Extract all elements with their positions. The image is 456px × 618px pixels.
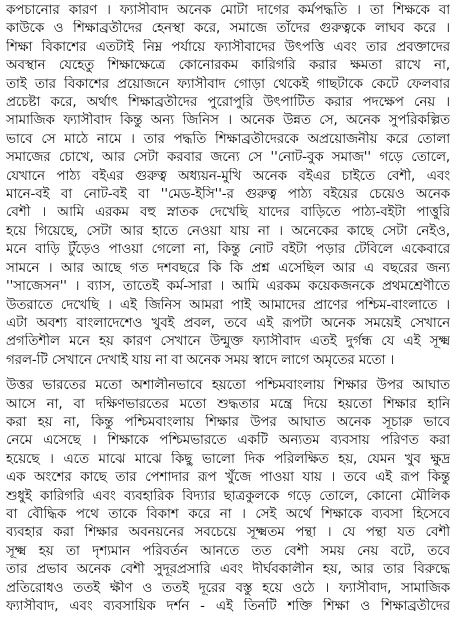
- text-line: হয়ে গিয়েছে, সেটা আর হাতে নেওয়া যায় না । অনেকের কাছে সেটা নেইও,: [6, 223, 450, 239]
- text-line: যেখানে পাঠ্য বইএর গুরুত্ব অধ্যয়ন-মুখি অনেক বইএর চাইতে বেশী, এবং: [6, 168, 450, 184]
- text-line: গরল-টি সেখানে দেখাই যায় না বা অনেক সময় স্বাদে লাগে অমৃতের মতো ।: [6, 352, 395, 368]
- text-line: তার প্রভাব অনেক বেশী সুদূরপ্রসারি এবং দীর্ঘবকালীন হয়, আর তার বিরুদ্ধে: [6, 562, 450, 578]
- text-line: সামাজিক ফ্যাসীবাদ কিন্তু অন্য জিনিস । অনেক উন্নত সে, অনেক সুপরিকল্পিত: [6, 113, 450, 129]
- text-line: এটা অবশ্য বাংলাদেশেও খুবই প্রবল, তবে এই রূপটা অনেক সময়েই সেখানে: [6, 315, 450, 331]
- text-line: হয়েছে । এতে মাঝে মাঝে কিছু ভালো দিক পরিলক্ষিত হয়, যেমন খুব ক্ষুদ্র: [6, 451, 450, 467]
- text-line: প্রতিরোধও ততই ক্ষীণ ও ততই দূরের বস্তু হয়ে ওঠে । ফ্যাসীবাদ, সামাজিক: [6, 580, 450, 596]
- text-line: ভাবে সে মাঠে নামে । তার পদ্ধতি শিক্ষাব্রতীদেরকে অপ্রয়োজনীয় করে তোলা: [6, 131, 450, 147]
- text-line: মনে বাড়ি টুঁড়েও পাওয়া গেলো না, কিন্তু নোট বইটা পড়ার টেবিলে একেবারে: [6, 242, 450, 258]
- text-line: শুধুই কারিগরি এবং ব্যবহারিক বিদ্যার ছাত্রকুলকে গড়ে তোলে, কোনো মৌলিক: [6, 488, 450, 504]
- text-line: বা বৌদ্ধিক পথে তাকে বিকাশ করে না । সেই অর্থে শিক্ষাকে ব্যবসা হিসেবে: [6, 506, 450, 522]
- text-line: মানে-বই বা নোট-বই বা ''মেড-ইসি''-র গুরুত্ব পাঠ্য বইয়ের চেয়েও অনেক: [6, 187, 450, 203]
- paragraph: [6, 2, 450, 370]
- text-line: সূক্ষ্ম হয় তা দৃশ্যমান পরিবর্তন আনতে তত বেশী সময় নেয় বটে, তবে: [6, 543, 450, 559]
- text-line: ফ্যাসীবাদ, এবং ব্যবসায়িক দর্শন - এই তিনটি শক্তি শিক্ষা ও শিক্ষাব্রতীদের: [6, 599, 450, 614]
- text-line: উত্তর ভারতের মতো অশালীনভাবে হয়তো পশ্চিমবাংলায় শিক্ষার উপর আঘাত: [6, 378, 450, 394]
- text-line: বেশী । আমি এরকম বহু স্নাতক দেখেছি যাদের বাড়িতে পাঠ্য-বইটা পাত্তুরি: [6, 205, 450, 221]
- text-line: আসে না, বা দক্ষিণভারতের মতো শুদ্ধতার মন্ত্রে দিয়ে হয়তো শিক্ষার হানি: [6, 396, 450, 412]
- text-line: সামনে । আর আছে গত দশবছরে কি কি প্রশ্ন এসেছিল আর এ বছরের জন্য: [6, 260, 450, 276]
- text-line: উতরাতে দেখেছি । এই জিনিস আমরা পাই আমাদের প্রাণের পশ্চিম-বাংলাতে ।: [6, 297, 450, 313]
- text-line: করা হয় না, কিন্তু পশ্চিমবাংলায় শিক্ষার উপর আঘাত অনেক সূচারু ভাবে: [6, 414, 450, 430]
- paragraph: [6, 377, 450, 616]
- text-line: ''সাজেসন'' । ব্যাস, তাতেই কর্ম-সারা । আমি এরকম কয়েকজনকে প্রথমশ্রেণীতে: [6, 279, 450, 295]
- text-line: প্রচেষ্টা করে, অর্থাৎ শিক্ষাব্রতীদের পুরোপুরি উৎপাটিত করার পদক্ষেপ নেয় ।: [6, 95, 450, 111]
- text-line: নেমে এসেছে । শিক্ষাকে পশ্চিমভারতে একটি অন্যতম ব্যবসায় পরিণত করা: [6, 433, 450, 449]
- text-line: ব্যবহার করা শিক্ষার অবনয়নের সবচেয়ে সূক্ষ্মতম পন্থা । যে পন্থা যত বেশী: [6, 525, 450, 541]
- text-line: তাই তার বিকাশের প্রয়োজনে ফ্যাসীবাদ গোড়া থেকেই গাছটাকে কেটে ফেলবার: [6, 76, 450, 92]
- text-line: কপচানোর কারণ । ফ্যাসীবাদ অনেক মোটা দাগের কর্মপদ্ধতি । তা শিক্ষকে বা: [6, 3, 450, 18]
- text-line: অবস্থান যেহেতু শিক্ষাক্ষেত্রে কোনোরকম কারিগরি করার ক্ষমতা রাখে না,: [6, 58, 450, 74]
- text-line: কাউকে ও শিক্ষাব্রতীদের হেনস্থা করে, সমাজে তাঁদের গুরুত্বকে লাঘব করে ।: [6, 21, 450, 37]
- text-line: প্রগতিশীল মনে হয় কারণ সেখানে উন্মুক্ত ফ্যাসীবাদ এতই দুর্গন্ধ যে এই সূক্ষ্ম: [6, 334, 450, 350]
- text-line: এক অংশের কাছে তার পেশাদার রূপ খুঁজে পাওয়া যায় । তবে এই রূপ কিন্তু: [6, 470, 450, 486]
- text-line: সমাজের চোখে, আর সেটা করবার জন্যে সে ''নোট-বুক সমাজ'' গড়ে তোলে,: [6, 150, 450, 166]
- text-line: শিক্ষা বিকাশের এতটাই নিম্ন পর্যায়ে ফ্যাসীবাদের উৎপত্তি এবং তার প্রবক্তাদের: [6, 39, 450, 55]
